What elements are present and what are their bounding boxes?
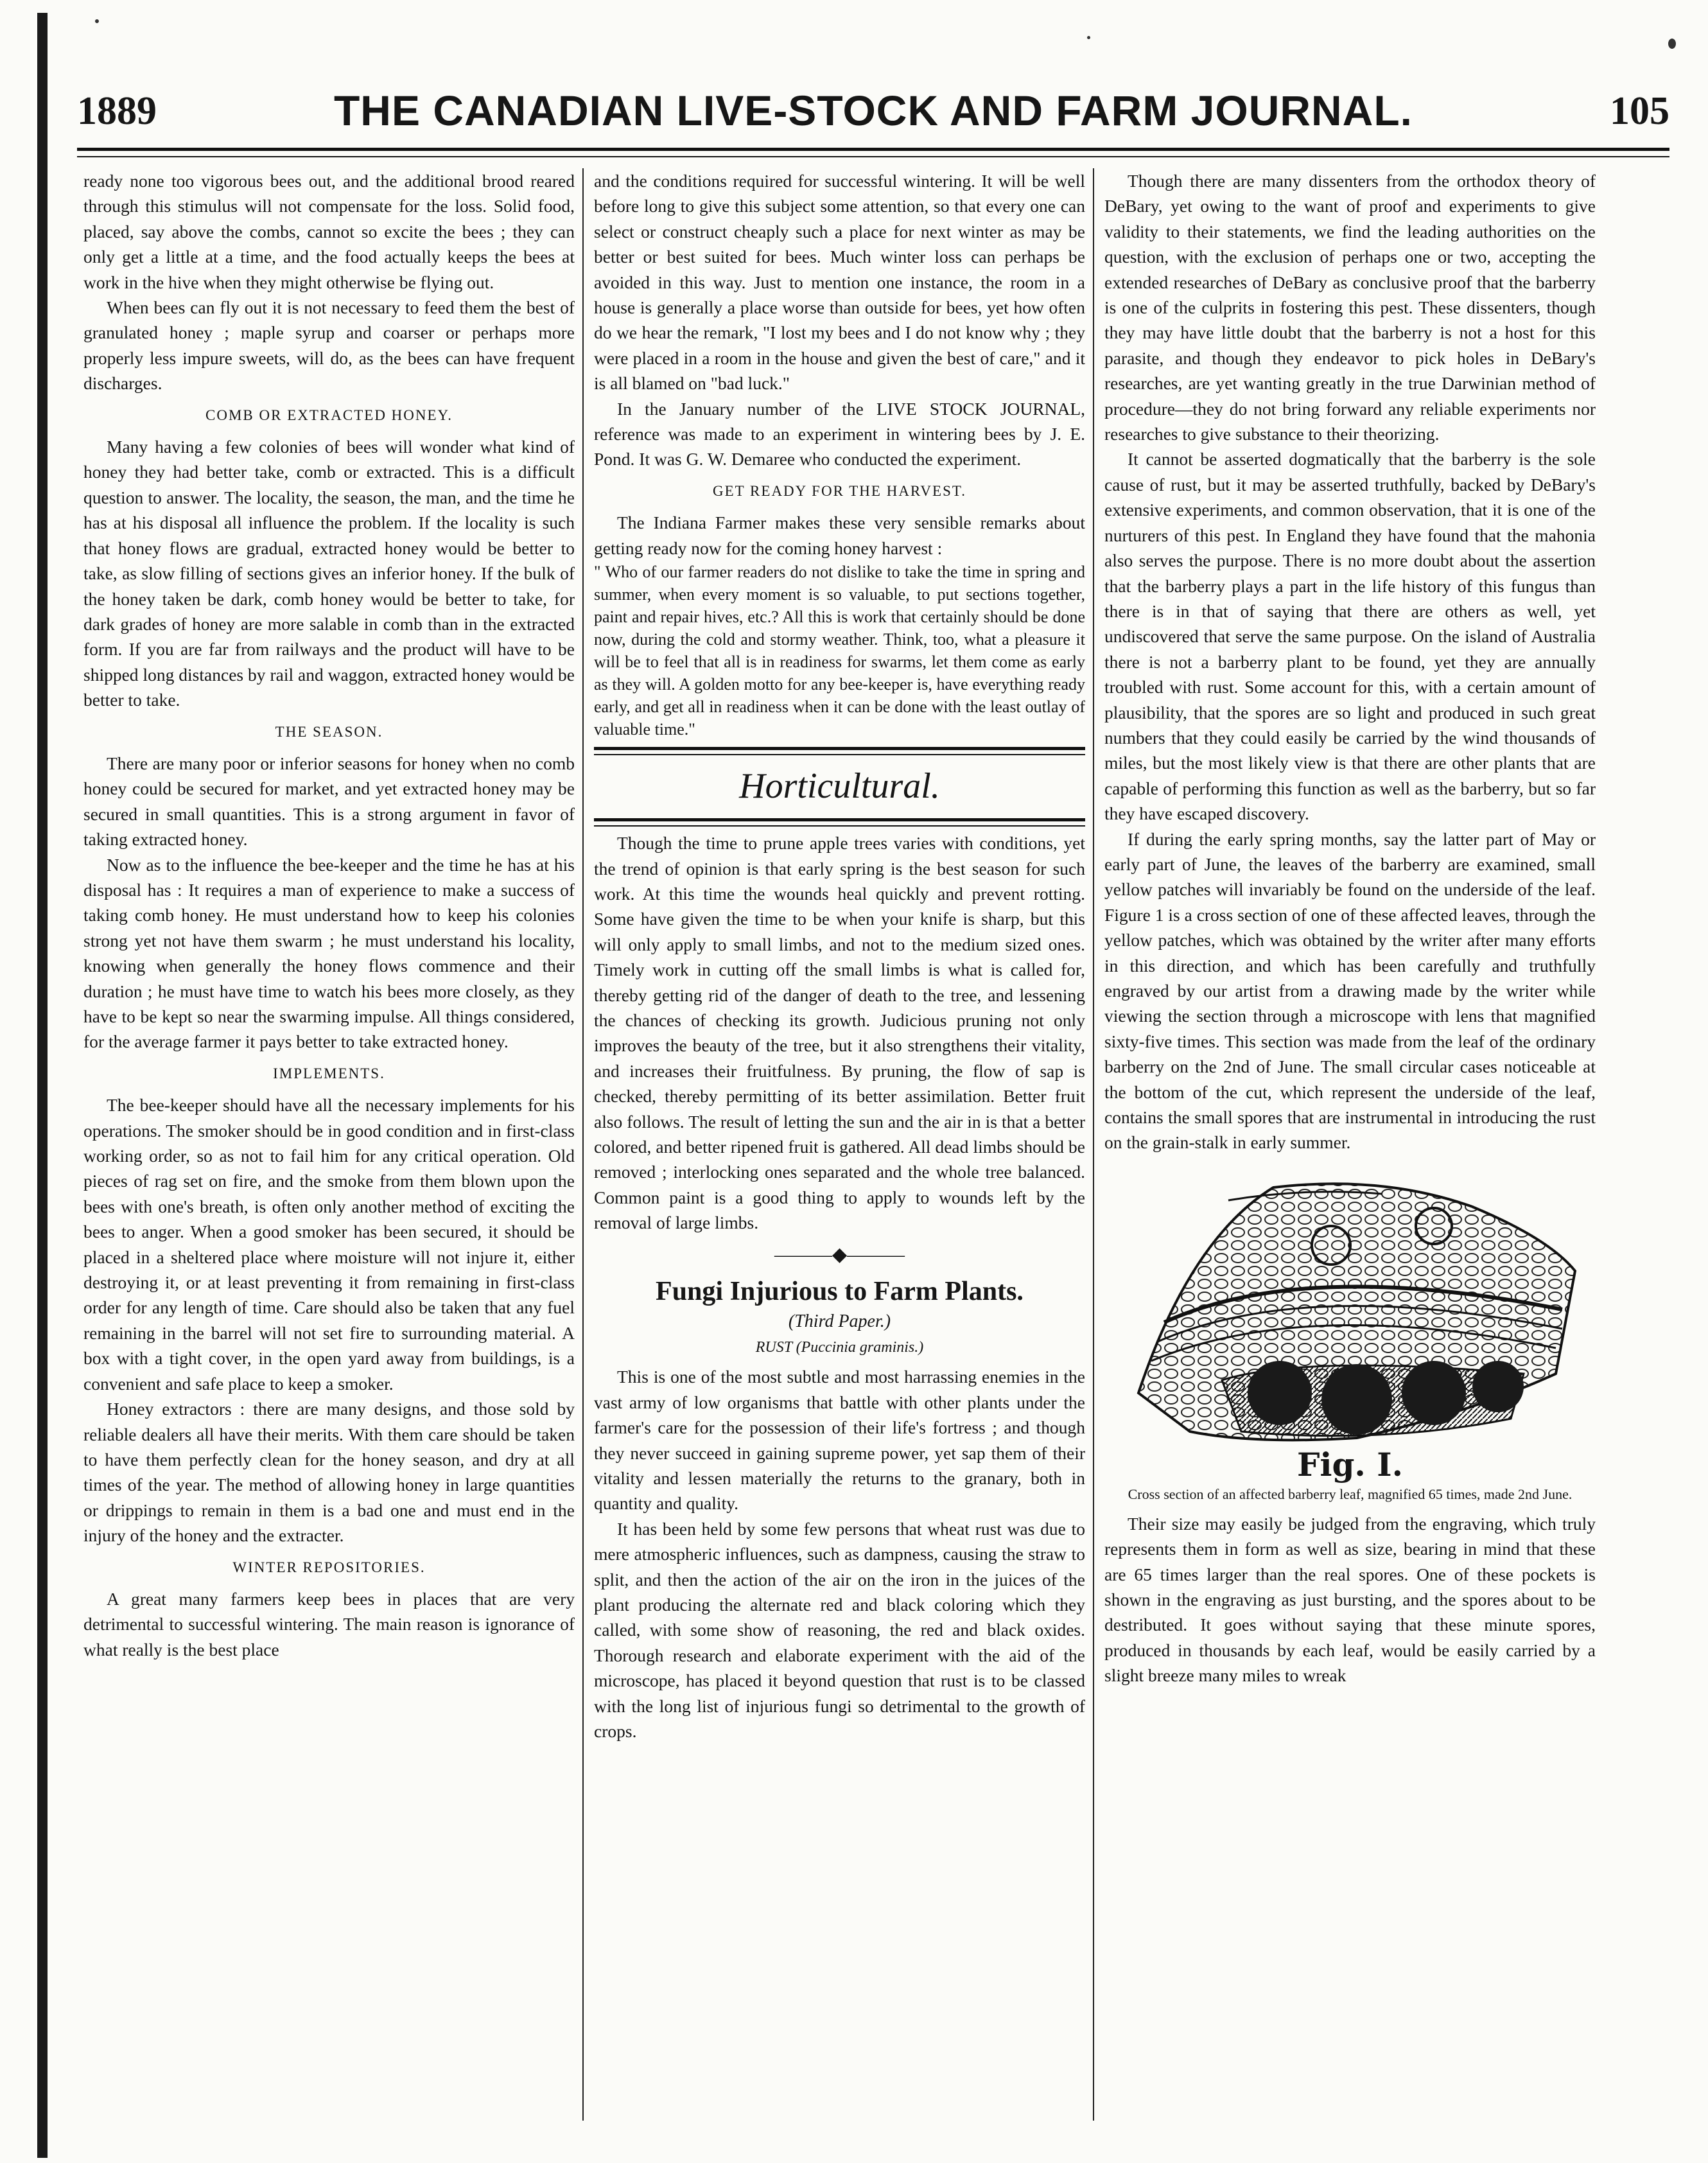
header-year: 1889 bbox=[77, 89, 157, 133]
barberry-leaf-cross-section-illustration bbox=[1113, 1162, 1588, 1444]
column-3 bbox=[1104, 168, 1596, 2121]
subheading: THE SEASON. bbox=[275, 723, 383, 740]
article-title: Fungi Injurious to Farm Plants. bbox=[656, 1277, 1024, 1306]
figure-caption: Cross section of an affected barberry leaf, magnified 65 times, made 2nd June. bbox=[1128, 1485, 1573, 1502]
paragraph: Though there are many dissenters from the orthodox theory of DeBary, yet owing to the want of proof and experiments to give validity to their statements, we find the leading authorities on the question, with the exclusion of perhaps one or two, accepting the extended researches of DeBary as conclusive proof that the barberry is one of the culprits in fostering this pest. These dissenters, though they may have little doubt that the barberry is not a host for this parasite, and though they endeavor to pick holes in DeBary's researches, are yet wanting greatly in the true Darwinian method of procedure—they do not bring forward any reliable experiments nor researches to give substance to their theorizing. bbox=[1104, 171, 1596, 444]
column-1 bbox=[83, 168, 575, 2121]
figure-label: Fig. I. bbox=[1296, 1445, 1404, 1484]
header-rule-thin bbox=[77, 156, 1669, 157]
paragraph: In the January number of the LIVE STOCK JOURNAL, reference was made to an experiment in wintering bees by J. E. Pond. It was G. W. Demaree who conducted the experiment. bbox=[594, 398, 1085, 469]
page-number: 105 bbox=[1610, 89, 1669, 133]
paragraph: It cannot be asserted dogmatically that the barberry is the sole cause of rust, but it may be asserted truthfully, backed by DeBary's extensive experiments, and common observation, that it is one of the nurturers of this pest. In England they have found that the mahonia also serves the purpose. There is no more doubt about the assertion that the barberry plays a part in the life history of this fungus than there is in that of saying that there are others as well, yet undiscovered that serve the same purpose. On the island of Australia there is not a barberry plant to be found, yet they are annually troubled with rust. Some account for this, with a certain amount of plausibility, that the spores are so light and produced in such great numbers that they could easily be carried by the wind thousands of miles, but the most likely view is that there are other plants that are capable of performing this function as well as the barberry, but so far they have escaped discovery. bbox=[1104, 449, 1596, 824]
paragraph: The bee-keeper should have all the necessary implements for his operations. The smoker should be in good condition and in first-class working order, so as not to fail him for any critical operation. Old pieces of rag set on fire, and the smoke from them blown upon the bees with one's breath, is often only another method of exciting the bees to anger. When a good smoker has been secured, it should be placed in a sheltered place where moisture will not injure it, either destroying it, or at least preventing it from remaining in first-class order for any length of time. Care should also be taken that any fuel remaining in the barrel will not set fire to surrounding material. A box with a tight cover, in the open yard away from buildings, is a convenient and safe place to keep a smoker. bbox=[83, 1095, 575, 1394]
paragraph: It has been held by some few persons that wheat rust was due to mere atmospheric influences, such as dampness, causing the straw to split, and then the action of the air on the iron in the juices of the plant producing the alternate red and black coloring which they called, with some show of reasoning, the red and black oxides. Thorough research and elaborate experiment with the aid of the microscope, has placed it beyond question that rust is to be classed with the long list of injurious fungi so detrimental to the growth of crops. bbox=[594, 1518, 1085, 1742]
section-rule bbox=[594, 818, 1085, 827]
column-2 bbox=[594, 168, 1085, 2121]
subheading: WINTER REPOSITORIES. bbox=[232, 1559, 426, 1575]
binding-edge bbox=[37, 13, 48, 2158]
print-speck bbox=[1668, 39, 1676, 49]
print-speck bbox=[1087, 36, 1090, 39]
print-speck bbox=[95, 19, 99, 23]
paragraph: There are many poor or inferior seasons for honey when no comb honey could be secured for market, and yet extracted honey may be secured in small quantities. This is a strong argument in favor of taking extracted honey. bbox=[83, 753, 575, 850]
section-rule bbox=[594, 747, 1085, 755]
article-subheading: RUST (Puccinia graminis.) bbox=[755, 1339, 924, 1356]
paragraph: This is one of the most subtle and most harrassing enemies in the vast army of low organisms that battle with other plants under the farmer's care for the possession of their life's fortress ; and though they never succeed in gaining supreme power, yet sap them of their vitality and lessen materially the returns to the granary, both in quantity and quality. bbox=[594, 1367, 1085, 1514]
journal-title: THE CANADIAN LIVE-STOCK AND FARM JOURNAL. bbox=[333, 87, 1413, 134]
paragraph: Many having a few colonies of bees will wonder what kind of honey they had better take, comb or extracted. This is a difficult question to answer. The locality, the season, the man, and the time he has at his disposal all influence the problem. If the locality is such that honey flows are gradual, extracted honey would be better to take, as slow filling of sections gives an inferior honey. If the bulk of the honey taken be dark, comb honey would be better to take, for dark grades of honey are more salable in comb than in the extracted form. If you are far from railways and the product will have to be shipped long distances by rail and waggon, extracted honey would be better to take. bbox=[83, 437, 575, 710]
paragraph: ready none too vigorous bees out, and the additional brood reared through this stimulus will not compensate for the loss. Solid food, placed, say above the combs, cannot so excite the bees ; they can only get a little at a time, and the food actually keeps the bees at work in the hive when they might otherwise be flying out. bbox=[83, 171, 575, 292]
quotation: " Who of our farmer readers do not dislike to take the time in spring and summer, when every moment is so valuable, to put sections together, paint and repair hives, etc.? All this is work that certainly should be done now, during the cold and stormy weather. Think, too, what a pleasure it will be to feel that all is in readiness for swarms, let them come as early as they will. A golden motto for any bee-keeper is, have everything ready early, and get all in readiness when it can be done with the least outlay of valuable time." bbox=[594, 563, 1085, 739]
ornament-divider: ———◆——— bbox=[774, 1243, 905, 1265]
section-title-horticultural: Horticultural. bbox=[739, 766, 940, 807]
paragraph: A great many farmers keep bees in places that are very detrimental to successful wintering. The main reason is ignorance of what really is the best place bbox=[83, 1588, 575, 1659]
page-header bbox=[77, 77, 1669, 148]
paragraph: If during the early spring months, say the latter part of May or early part of June, the leaves of the barberry are examined, small yellow patches will invariably be found on the underside of the leaf. Figure 1 is a cross section of one of these affected leaves, through the yellow patches, which was obtained by the writer after many efforts in this direction, and which has been carefully and truthfully engraved by our artist from a drawing made by the writer while viewing the section through a microscope with lens that magnified sixty-five times. This section was made from the leaf of the ordinary barberry on the 2nd of June. The small circular cases noticeable at the bottom of the cut, which represent the underside of the leaf, contains the small spores that are instrumental in introducing the rust on the grain-stalk in early summer. bbox=[1104, 828, 1596, 1153]
header-rule-thick bbox=[77, 148, 1669, 151]
column-divider bbox=[582, 168, 584, 2121]
paragraph: When bees can fly out it is not necessary to feed them the best of granulated honey ; maple syrup and coarser or perhaps more properly less impure sweets, will do, as the bees can have frequent discharges. bbox=[83, 297, 575, 394]
subheading: GET READY FOR THE HARVEST. bbox=[713, 482, 966, 499]
paragraph: Honey extractors : there are many designs, and those sold by reliable dealers all have their merits. With them care should be taken to have them perfectly clean for the honey season, and dry at all times of the year. The method of allowing honey in large quantities or drippings to remain in them is a bad one and must end in the injury of the honey and the extracter. bbox=[83, 1399, 575, 1546]
paragraph: The Indiana Farmer makes these very sensible remarks about getting ready now for the coming honey harvest : bbox=[594, 512, 1085, 558]
article-subtitle: (Third Paper.) bbox=[788, 1311, 891, 1331]
paragraph: and the conditions required for successful wintering. It will be well before long to give this subject some attention, so that every one can select or construct cheaply such a place for next winter as may be better or best suited for bees. Much winter loss can perhaps be avoided in this way. Just to mention one instance, the room in a house is generally a place worse than outside for bees, yet how often do we hear the remark, "I lost my bees and I do not know why ; they were placed in a room in the house and given the best of care," and it is all blamed on "bad luck." bbox=[594, 171, 1085, 394]
subheading: COMB OR EXTRACTED HONEY. bbox=[205, 407, 453, 423]
paragraph: Now as to the influence the bee-keeper and the time he has at his disposal has : It requires a man of experience to make a success of taking comb honey. He must understand how to keep his colonies strong yet not have them swarm ; he must understand his locality, knowing when generally the honey flows commence and their duration ; he must have time to watch his bees more closely, as they have to be kept so near the swarming impulse. All things considered, for the average farmer it pays better to take extracted honey. bbox=[83, 854, 575, 1052]
subheading: IMPLEMENTS. bbox=[273, 1065, 385, 1082]
paragraph: Though the time to prune apple trees varies with conditions, yet the trend of opinion is that early spring is the best season for such work. At this time the wounds heal quickly and prevent rotting. Some have given the time to be when your knife is sharp, but this will only apply to small limbs, and not to the medium sized ones. Timely work in cutting off the small limbs is what is called for, thereby getting rid of the danger of death to the tree, and lessening the chances of checking its growth. Judicious pruning not only improves the beauty of the tree, but it also strengthens their vitality, and increases their fruitfulness. By pruning, the flow of sap is checked, thereby permitting of its better assimilation. Better fruit also follows. The result of letting the sun and the air in is that a better colored, and better ripened fruit is gathered. All dead limbs should be removed ; interlocking ones separated and the whole tree balanced. Common paint is a good thing to apply to wounds left by the removal of large limbs. bbox=[594, 833, 1085, 1233]
paragraph: Their size may easily be judged from the engraving, which truly represents them in form as well as size, bearing in mind that these are 65 times larger than the real spores. One of these pockets is shown in the engraving as just bursting, and the spores about to be destributed. It goes without saying that these minute spores, produced in thousands by each leaf, would be easily carried by a slight breeze many miles to wreak bbox=[1104, 1513, 1596, 1686]
column-divider bbox=[1093, 168, 1094, 2121]
